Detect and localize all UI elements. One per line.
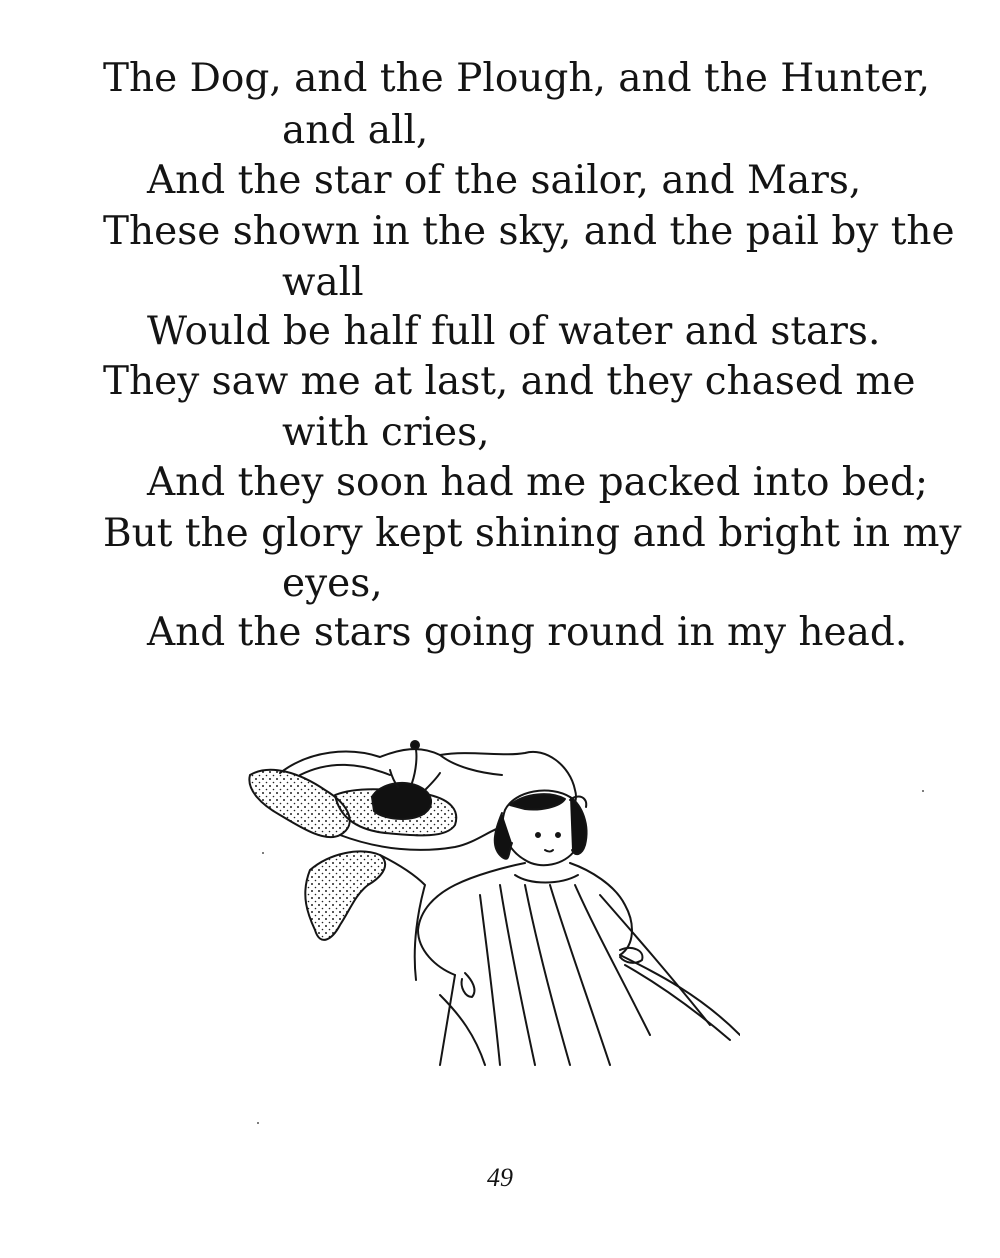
paper-speck — [262, 852, 264, 854]
poem-line: But the glory kept shining and bright in my — [103, 511, 962, 556]
poem-line: These shown in the sky, and the pail by the — [103, 209, 955, 254]
poem-line: The Dog, and the Plough, and the Hunter, — [103, 56, 931, 101]
poem-line: Would be half full of water and stars. — [147, 309, 881, 354]
poem-line: And the star of the sailor, and Mars, — [147, 158, 862, 203]
poem-line: wall — [282, 260, 364, 305]
poem-line: and all, — [282, 108, 429, 153]
paper-speck — [922, 790, 924, 792]
paper-speck — [257, 1122, 259, 1124]
poem-line: eyes, — [282, 561, 383, 606]
girl-under-poppy-illustration — [240, 735, 740, 1070]
poem-line: with cries, — [282, 410, 490, 455]
poem-line: They saw me at last, and they chased me — [103, 359, 916, 404]
page-number: 49 — [487, 1163, 513, 1192]
poem-line: And the stars going round in my head. — [147, 610, 908, 655]
poem-line: And they soon had me packed into bed; — [147, 460, 929, 505]
